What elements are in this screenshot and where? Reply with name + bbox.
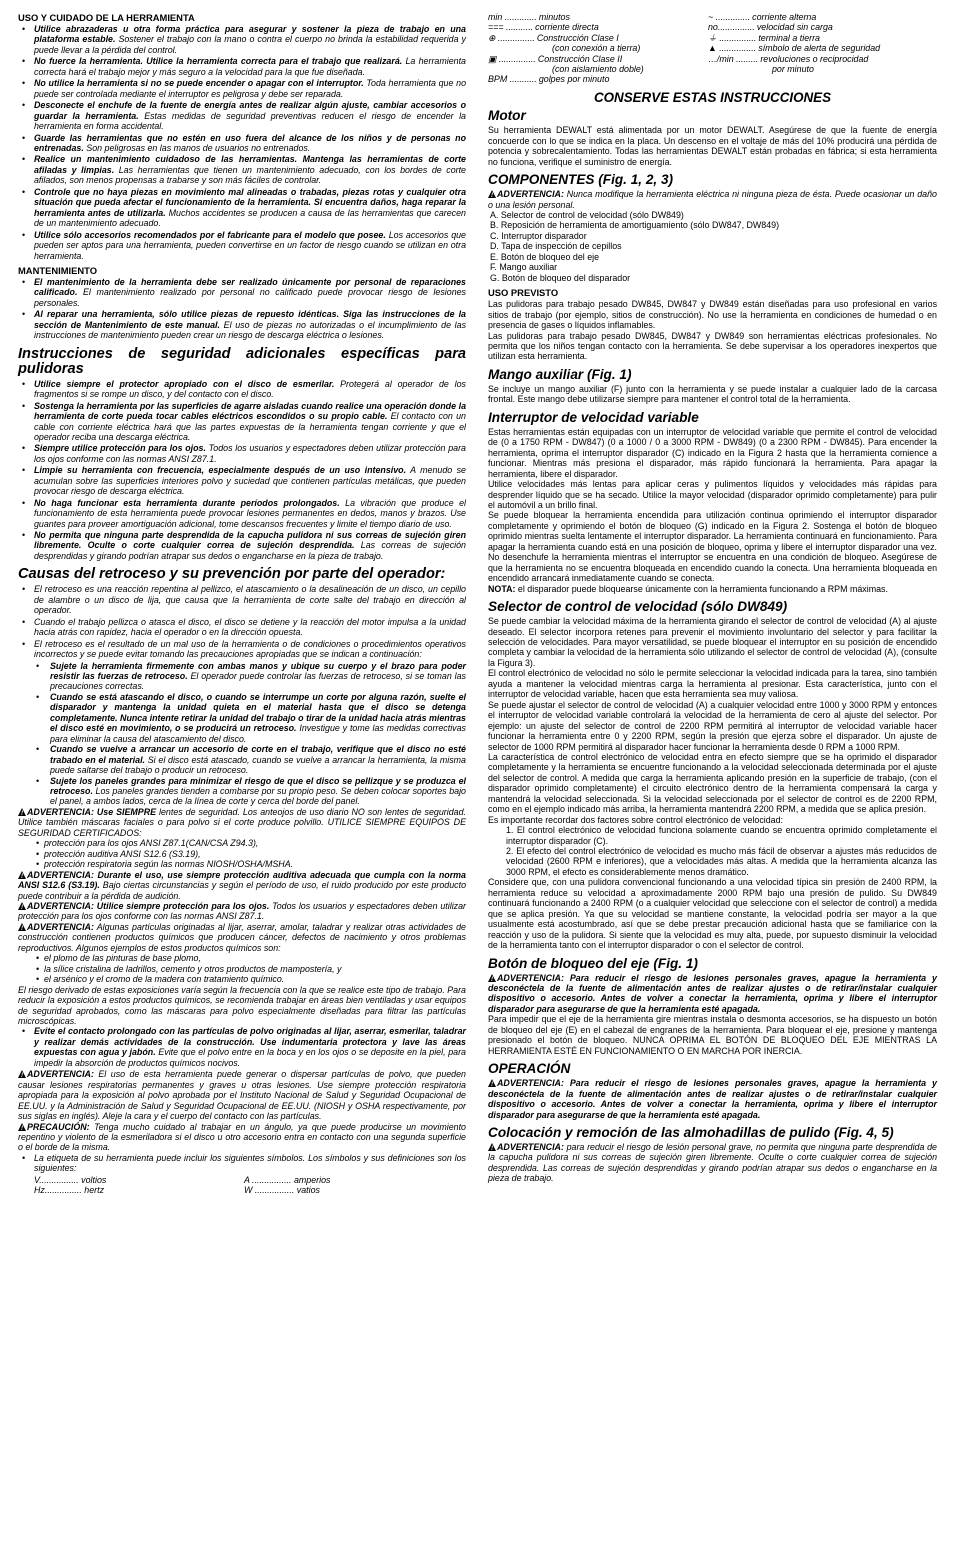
causas-item: • Cuando el trabajo pellizca o atasca el disco, el disco se detiene y la reacción del motor impulsa a la unidad hacia atrás con rapidez, hacia el operador o en la dirección opuesta. [18, 617, 466, 638]
mango-paragraph: Se incluye un mango auxiliar (F) junto con la herramienta y se puede instalar a cualquier lado de la carcasa frontal. Este mango debe utilizarse siempre para mantener el control total de la herramienta. [488, 383, 937, 405]
warning-colocacion: !ADVERTENCIA: para reducir el riesgo de lesión personal grave, no permita que ninguna parte desprendida de la capucha pulidora ni sus correas de sujeción giren libremente. Oculte o corte cualquier correa de sujeción desprendida. Las correas de sujeción desprendidas y girando podrían atrapar sus dedos o engancharse en la pieza de trabajo. [488, 1142, 937, 1184]
componente-item: A. Selector de control de velocidad (sólo DW849) [490, 210, 684, 221]
instr-item-bold: Limpie su herramienta con frecuencia, especialmente después de un uso intensivo. [34, 465, 407, 476]
symbol-key: W ................ [244, 1185, 295, 1196]
causas-sub-list [18, 661, 466, 807]
symbol-value: velocidad sin carga [756, 22, 833, 33]
sel-p2: El control electrónico de velocidad no sólo le permite seleccionar la velocidad indicada para la tarea, sino también ayuda a mantener la velocidad mientras carga la herramienta al presionar. Esta característica, junto con el interruptor de velocidad variable, hacen que esta herramienta sea muy valiosa. [488, 668, 937, 700]
symbol-key: A ................ [244, 1174, 292, 1185]
instr-item [18, 401, 466, 443]
heading-colocacion: Colocación y remoción de las almohadillas de pulido (Fig. 4, 5) [488, 1125, 894, 1140]
uso-item-text: Toda herramienta que no puede ser controlada mediante el interruptor es peligrosa y debe ser reparada. [34, 78, 466, 99]
causas-sub-item [18, 661, 466, 692]
caution-angulo: !PRECAUCIÓN: Tenga mucho cuidado al trabajar en un ángulo, ya que puede producirse un movimiento repentino y violento de la esmeriladora si el disco u otro accesorio entra en contacto con una segunda superficie o el borde de la misma. [18, 1122, 466, 1153]
symbol-key: ▣ ............... [488, 53, 536, 64]
symbol-value: minutos [538, 12, 570, 22]
causas-item: • El retroceso es una reacción repentina al pellizco, el atascamiento o la desalineación de un disco, un cepillo de alambre o un disco de lija, que causa que la herramienta de corte salte del trabajo en dirección al operador. [18, 584, 466, 615]
instr-item [18, 498, 466, 529]
sel-p5: Es importante recordar dos factores sobre control electrónico de velocidad: [488, 814, 783, 825]
causas-sub-item-bold: Cuando se vuelve a arrancar un accesorio de corte en el trabajo, verifique que el disco no esté trabado en el material. [50, 744, 466, 765]
heading-operacion: OPERACIÓN [488, 1061, 571, 1077]
uso-item-text: Los accesorios que pueden ser aptos para una herramienta, pueden convertirse en un factor de riesgo cuando se utilizan en otra herramienta. [34, 229, 466, 261]
warning-triangle-icon [18, 923, 26, 931]
componente-item: D. Tapa de inspección de cepillos [490, 241, 622, 252]
symbol-value: corriente directa [535, 22, 599, 33]
symbol-key: ⊕ ............... [488, 32, 535, 43]
warning-operacion: !ADVERTENCIA: Para reducir el riesgo de lesiones personales graves, apague la herramienta y desconéctela de la fuente de alimentación antes de realizar ajustes o de retirar/instalar cualquier dispositivo o accesorio. Antes de volver a conectar la herramienta, oprima y libere el interruptor disparador para asegurarse de que la herramienta esté apagada. [488, 1078, 937, 1120]
componente-item: B. Reposición de herramienta de amortiguamiento (sólo DW847, DW849) [490, 220, 780, 231]
mant-item-text: El uso de piezas no autorizadas o el incumplimiento de las instrucciones de mantenimiento pueden crear un riesgo de descarga eléctrica o lesiones. [34, 319, 467, 341]
symbol-key: ⏚ ............... [708, 32, 757, 43]
symbol-value: amperios [291, 1174, 331, 1185]
symbol-row [488, 64, 708, 74]
causas-sub-item-text: Investigue y tome las medidas correctivas para eliminar la causa del atascamiento del disco. [50, 723, 466, 744]
uso-item-bold: Desconecte el enchufe de la fuente de energía antes de realizar algún ajuste, cambiar accesorios o guardar la herramienta. [34, 100, 466, 121]
heading-mantenimiento: MANTENIMIENTO [18, 264, 97, 276]
instr-item-text: El contacto con un cable con corriente eléctrica hará que las partes expuestas de la herramienta tengan corriente y que el operador reciba una descarga eléctrica. [34, 411, 466, 442]
causas-sub-item-text: Si el disco está atascado, cuando se vuelve a arrancar la herramienta, la misma puede saltarse del trabajo o producir un retroceso. [50, 754, 466, 776]
symbol-value: terminal a tierra [758, 32, 820, 43]
instr-item-text: La vibración que produce el funcionamiento de esta herramienta puede provocar lesiones permanentes en dedos, manos y brazos. Use guantes para proveer amortiguación adicional, tome descansos frecuentes y limite el tiempo diario de uso. [34, 497, 466, 529]
uso-item-text: Estas medidas de seguridad preventivas reducen el riesgo de encender la herramienta en forma accidental. [34, 110, 466, 132]
symbol-row [488, 12, 708, 22]
uso-item-bold: Guarde las herramientas que no estén en uso fuera del alcance de los niños y de personas no entrenadas. [34, 132, 466, 153]
uso-item [18, 56, 466, 77]
warning-triangle-icon [488, 1143, 496, 1151]
uso-p2: Las pulidoras para trabajo pesado DW845, DW847 y DW849 son herramientas eléctricas profesionales. No permita que los niños tengan contacto con la herramienta. Se debe supervisar a los operadores inexpertos que utilizan esta herramienta. [488, 330, 937, 362]
symbol-row [708, 33, 937, 43]
heading-uso-cuidado: USO Y CUIDADO DE LA HERRAMIENTA [18, 12, 195, 23]
componente-item: E. Botón de bloqueo del eje [490, 251, 600, 262]
symbol-key: V................ [34, 1174, 79, 1185]
sel-p3: Se puede ajustar el selector de control de velocidad (A) a cualquier velocidad entre 1000 y 3000 RPM y entonces el interruptor de velocidad variable controlará la velocidad de la herramienta de cero al ajuste del selector. Por ejemplo: un ajuste del selector de control de 2200 RPM permitirá al interruptor de velocidad variable hacer funcionar la herramienta entre 0 y 2200 RPM, según la presión que ejerza sobre el disparador. Un ajuste de selector de 1000 RPM permitirá al disparador hacer funcionar la herramienta desde 0 RPM a 1000 RPM. [488, 699, 937, 752]
uso-item [18, 154, 466, 185]
uso-item [18, 187, 466, 229]
instr-item-text: A menudo se acumulan sobre las superficies interiores polvo y suciedad que contienen partículas metálicas, que pueden provocar riesgo de descarga eléctrica. [34, 465, 466, 497]
symbol-value: hertz [81, 1185, 105, 1196]
mant-item-bold: El mantenimiento de la herramienta debe ser realizado únicamente por personal de reparaciones calificado. [34, 276, 466, 298]
heading-interruptor: Interruptor de velocidad variable [488, 409, 699, 425]
heading-motor: Motor [488, 108, 526, 124]
uso-item-text: La herramienta correcta hará el trabajo mejor y más seguro a la velocidad para la que fue diseñada. [34, 56, 466, 77]
instr-item-text: Todos los usuarios y espectadores deben utilizar protección para los ojos conforme con las normas ANSI Z87.1. [34, 443, 466, 464]
caution-triangle-icon [18, 1123, 26, 1131]
symbols-bottom [18, 1175, 466, 1196]
instrucciones-list [18, 379, 466, 562]
instr-item-bold: Siempre utilice protección para los ojos. [34, 443, 206, 454]
heading-causas-retroceso: Causas del retroceso y su prevención por parte del operador: [18, 566, 446, 583]
componente-item: G. Botón de bloqueo del disparador [490, 272, 631, 283]
warning-polvo: !ADVERTENCIA: El uso de esta herramienta puede generar o dispersar partículas de polvo, que pueden causar lesiones respiratorias permanentes y graves u otras lesiones. Use siempre protección respiratoria apropiada para la exposición al polvo aprobada por el Instituto Nacional de Salud y Seguridad Ocupacional de EE.UU. y la Administración de Salud y Seguridad Ocupacional de EE.UU. (NIOSH y OSHA respectivamente, por sus siglas en inglés). Aleje la cara y el cuerpo del contacto con las partículas. [18, 1069, 466, 1121]
boton-paragraph: Para impedir que el eje de la herramienta gire mientras instala o desmonta accesorios, se ha dispuesto un botón de bloqueo del eje (E) en el cabezal de engranes de la herramienta. Para bloquear el eje, presione y mantenga presionado el botón de bloqueo. NUNCA OPRIMA EL BOTÓN DE BLOQUEO DEL EJE MIENTRAS LA HERRAMIENTA ESTÉ EN FUNCIONAMIENTO O EN MARCHA POR INERCIA. [488, 1014, 937, 1056]
symbol-value: corriente alterna [752, 12, 817, 22]
proteccion-item: • protección para los ojos ANSI Z87.1(CAN/CSA Z94.3), [18, 838, 466, 848]
heading-instrucciones-pulidoras: Instrucciones de seguridad adicionales específicas para pulidoras [18, 345, 466, 377]
symbols-table [488, 12, 937, 85]
symbol-entry [244, 1185, 444, 1195]
symbol-key: Hz............... [34, 1185, 82, 1196]
warning-quimicos: !ADVERTENCIA: Algunas partículas originadas al lijar, aserrar, amolar, taladrar y realizar otras actividades de construcción contienen productos químicos que producen cáncer, defectos de nacimiento y otros problemas reproductivos. Algunos ejemplos de estos productos químicos son: [18, 922, 466, 953]
symbol-row [488, 54, 708, 64]
symbol-value: por minuto [772, 64, 814, 75]
uso-item-bold: Utilice abrazaderas u otra forma práctica para asegurar y sostener la pieza de trabajo en una plataforma estable. [34, 24, 466, 45]
causas-sub-item [18, 692, 466, 744]
symbol-entry [244, 1175, 444, 1185]
symbol-row [708, 54, 937, 64]
uso-item [18, 100, 466, 131]
quimico-item: • el plomo de las pinturas de base plomo, [18, 953, 466, 963]
inter-nota: NOTA: el disparador puede bloquearse únicamente con la herramienta funcionando a RPM máximas. [488, 583, 888, 594]
mant-item [18, 277, 466, 308]
instr-item-text: Las correas de sujeción desprendidas y girando podrían atrapar sus dedos o engancharse en la pieza de trabajo. [34, 540, 466, 561]
quimicos-list [18, 953, 466, 984]
componente-item: C. Interruptor disparador [490, 230, 587, 241]
sel-p4: La característica de control electrónico de velocidad entra en efecto siempre que se ha oprimido el disparador completamente y la herramienta se encuentre funcionando a la velocidad seleccionada determinada por el ajuste del selector de control. A medida que carga la herramienta aplicando presión en la superficie de trabajo, (con el disparador oprimido completamente) el circuito electrónico dentro de la herramienta compensará la carga y mantendrá la velocidad seleccionada. Si la velocidad seleccionada por el selector de control es de 2200 RPM, como en el ejemplo indicado más arriba, la herramienta mantendrá 2200 RPM, a medida que se aplica presión. [488, 751, 937, 815]
heading-componentes: COMPONENTES (Fig. 1, 2, 3) [488, 172, 674, 188]
motor-paragraph: Su herramienta DEWALT está alimentada por un motor DEWALT. Asegúrese de que la fuente de energía concuerde con lo que se indica en la placa. Un descenso en el voltaje de más del 10% producirá una pérdida de potencia y sobrecalentamiento. Todas las herramientas DEWALT están probadas en fábrica; si esta herramienta no funciona, verifique el suministro de energía. [488, 125, 937, 167]
symbol-entry [34, 1185, 244, 1195]
heading-selector: Selector de control de velocidad (sólo DW849) [488, 599, 788, 615]
symbol-value: golpes por minuto [538, 74, 610, 85]
causas-sub-item [18, 776, 466, 807]
symbol-key: BPM ........... [488, 74, 537, 85]
uso-item-text: Son peligrosas en las manos de usuarios no entrenados. [83, 142, 311, 153]
etiqueta-list [18, 1153, 466, 1174]
uso-item-text: Las herramientas que tienen un mantenimiento adecuado, con los bordes de corte afilados, son menos propensas a trabarse y son más fáciles de controlar. [34, 164, 466, 186]
symbol-value [708, 74, 772, 84]
instr-item [18, 530, 466, 561]
warning-triangle-icon [18, 902, 26, 910]
symbol-row [708, 74, 937, 84]
selector-factors-list [488, 825, 937, 877]
symbol-key: no............... [708, 22, 755, 33]
symbol-value: voltios [78, 1174, 107, 1185]
componente-item: F. Mango auxiliar [490, 262, 558, 273]
symbol-value: revoluciones o reciprocidad [760, 53, 869, 64]
symbol-row [488, 74, 708, 84]
symbol-row [488, 22, 708, 32]
mantenimiento-list [18, 277, 466, 341]
uso-item-bold: No utilice la herramienta si no se puede encender o apagar con el interruptor. [34, 78, 364, 89]
selector-factor-item: 1. El control electrónico de velocidad funciona solamente cuando se encuentra oprimido completamente el interruptor disparador (C). [506, 825, 937, 846]
causas-item: • El retroceso es el resultado de un mal uso de la herramienta o de condiciones o procedimientos operativos incorrectos y se puede evitar tomando las precauciones apropiadas que se indican a continuación: [18, 639, 466, 660]
etiqueta-item: • La etiqueta de su herramienta puede incluir los siguientes símbolos. Los símbolos y sus definiciones son los siguientes: [18, 1153, 466, 1174]
uso-item-text: Sostener el trabajo con la mano o contra el cuerpo no brinda la estabilidad requerida y puede llevar a la pérdida del control. [34, 34, 466, 55]
heading-mango-auxiliar: Mango auxiliar (Fig. 1) [488, 366, 632, 382]
symbol-value: (con conexión a tierra) [552, 43, 641, 54]
symbol-key: === ........... [488, 22, 534, 33]
componentes-list [488, 210, 937, 283]
symbol-key: min ............. [488, 12, 537, 22]
warning-ojos: !ADVERTENCIA: Utilice siempre protección para los ojos. Todos los usuarios y espectadores deben utilizar protección para los ojos conforme con las normas ANSI Z87.1. [18, 901, 466, 922]
symbol-value: Construcción Clase II [537, 53, 623, 64]
uso-item [18, 24, 466, 55]
causas-sub-item-bold: Sujete los paneles grandes para minimizar el riesgo de que el disco se pellizque y se produzca el retroceso. [50, 775, 466, 796]
warning-triangle-icon [488, 190, 496, 198]
warning-triangle-icon [488, 1079, 496, 1087]
symbol-value: vatios [294, 1185, 320, 1196]
quimico-item: • la sílice cristalina de ladrillos, cemento y otros productos de mampostería, y [18, 964, 466, 974]
sel-p6: Considere que, con una pulidora convencional funcionando a una velocidad típica sin presión de 2400 RPM, la herramienta reduce su velocidad a aproximadamente 2000 RPM bajo una presión de pulido. Su DW849 continuará funcionando a 2400 RPM (o a cualquier velocidad que seleccione con el selector de control) a medida que se aplica presión. Ya que su velocidad se mantiene constante, la velocidad podría ser mayor a la que usualmente está acostumbrado, así que se debe prestar precaución adicional hasta que se familiarice con la reacción y uso de la pulidora. Si siente que la velocidad es muy alta, puede, por supuesto disminuir la velocidad de la herramienta tanto con el interruptor disparador o con el selector de control. [488, 877, 937, 951]
warning-triangle-icon [18, 1070, 26, 1078]
symbol-row [708, 64, 937, 74]
uso-item-bold: No fuerce la herramienta. Utilice la herramienta correcta para el trabajo que realizará. [34, 56, 403, 67]
uso-item-bold: Utilice sólo accesorios recomendados por el fabricante para el modelo que posee. [34, 229, 386, 240]
symbol-entry [34, 1175, 244, 1185]
instr-item-bold: Utilice siempre el protector apropiado con el disco de esmerilar. [34, 378, 335, 389]
symbol-row [708, 22, 937, 32]
mant-item-text: El mantenimiento realizado por personal no calificado puede provocar riesgo de lesiones personales. [34, 287, 466, 308]
heading-boton-bloqueo: Botón de bloqueo del eje (Fig. 1) [488, 955, 698, 971]
uso-item-text: Muchos accidentes se producen a causa de las herramientas que carecen de un mantenimiento adecuado. [34, 207, 466, 229]
symbol-value: símbolo de alerta de seguridad [758, 43, 881, 54]
riesgo-paragraph: El riesgo derivado de estas exposiciones varía según la frecuencia con la que se realice este tipo de trabajo. Para reducir la exposición a estos productos químicos, se recomienda trabajar en áreas bien ventiladas y usar equipos de seguridad aprobados, como las máscaras para polvo especialmente diseñadas para filtrar las partículas microscópicas. [18, 984, 466, 1026]
right-column [488, 12, 937, 1184]
heading-conserve: CONSERVE ESTAS INSTRUCCIONES [593, 89, 832, 105]
instr-item [18, 443, 466, 464]
inter-p3: Se puede bloquear la herramienta encendida para utilización continua oprimiendo el interruptor disparador completamente y oprimiendo el botón de bloqueo (G) indicado en la Figura 2. Sostenga el botón de bloqueo oprimido mientras suelta lentamente el interruptor disparador. La herramienta continuará en funcionamiento. Para apagar la herramienta cuando está en una posición de bloqueo, oprima y libere el interruptor disparador una vez. No desenchufe la herramienta mientras el interruptor se encuentra en una condición de bloqueo. Asegúrese de que la herramienta no se encuentra bloqueada en encendido cuando la conecta. Una herramienta bloqueada en encendido arrancará inmediatamente cuando se conecta. [488, 510, 937, 584]
causas-sub-item [18, 744, 466, 775]
causas-sub-item-bold: Cuando se está atascando el disco, o cuando se interrumpe un corte por alguna razón, suelte el disparador y mantenga la unidad quieta en el material hasta que el disco se detenga completamente. Nunca intente retirar la unidad del trabajo o tirar de la unidad hacia atrás mientras el disco esté en movimiento, o se producirá un retroceso. [50, 691, 466, 734]
symbol-row [488, 43, 708, 53]
instr-item [18, 465, 466, 496]
causas-sub-item-text: Los paneles grandes tienden a combarse por su propio peso. Se deben colocar soportes bajo el panel, a ambos lados, cerca de la línea de corte y cerca del borde del panel. [50, 786, 466, 807]
sel-p1: Se puede cambiar la velocidad máxima de la herramienta girando el selector de control de velocidad (A) al ajuste deseado. El selector incorpora retenes para prevenir el movimiento involuntario del selector y para facilitar la selección de velocidades. Para mayor versatilidad, se puede bloquear el interruptor en su posición de encendido completa y cambiar la velocidad de la herramienta sólo utilizando el selector de control de velocidad (A), (consulte la Figura 3). [488, 616, 937, 668]
uso-list [18, 24, 466, 261]
warning-boton: !ADVERTENCIA: Para reducir el riesgo de lesiones personales graves, apague la herramienta y desconéctela de la fuente de alimentación antes de realizar ajustes o de retirar/instalar cualquier dispositivo o accesorio. Antes de volver a conectar la herramienta, oprima y libere el interruptor disparador para asegurarse de que la herramienta esté apagada. [488, 973, 937, 1015]
uso-item-bold: Controle que no haya piezas en movimiento mal alineadas o trabadas, piezas rotas y cualquier otra situación que pueda afectar el funcionamiento de la herramienta. Si encuentra daños, haga reparar la herramienta antes de utilizarla. [34, 186, 466, 218]
symbol-value: Construcción Clase I [536, 32, 619, 43]
instr-item-text: Protegerá al operador de los fragmentos si se rompe un disco, y del contacto con el disco. [34, 378, 466, 400]
uso-item-bold: Realice un mantenimiento cuidadoso de las herramientas. Mantenga las herramientas de corte afiladas y limpias. [34, 154, 466, 175]
warning-componentes: !ADVERTENCIA: Nunca modifique la herramienta eléctrica ni ninguna pieza de ésta. Puede ocasionar un daño o una lesión personal. [488, 189, 937, 210]
causas-sub-item-text: El operador puede controlar las fuerzas de retroceso, si se toman las precauciones correctas. [50, 671, 466, 692]
uso-p1: Las pulidoras para trabajo pesado DW845, DW847 y DW849 están diseñadas para uso profesional en varios sitios de trabajo (por ejemplo, sitios de construcción). No use la herramienta en condiciones de humedad o en presencia de gases o líquidos inflamables. [488, 299, 937, 331]
proteccion-list [18, 838, 466, 869]
symbol-key: ~ .............. [708, 12, 751, 22]
uso-item [18, 230, 466, 261]
inter-p2: Utilice velocidades más lentas para aplicar ceras y pulimentos líquidos y velocidades más rápidas para desprender líquido que se ha secado. Utilice la mayor velocidad (disparador oprimido completamente) para pulir el automóvil a un brillo final. [488, 479, 937, 510]
mant-item-bold: Al reparar una herramienta, sólo utilice piezas de repuesto idénticas. Siga las instrucciones de la sección de Mantenimiento de este manual. [34, 309, 466, 330]
instr-item-bold: No permita que ninguna parte desprendida de la capucha pulidora ni sus correas de sujeción giren libremente. Oculte o corte cualquier correa de sujeción desprendida. [34, 530, 466, 551]
heading-uso-previsto: USO PREVISTO [488, 287, 559, 299]
causas-list [18, 584, 466, 659]
left-column [18, 12, 466, 1196]
warning-triangle-icon [18, 808, 26, 816]
proteccion-item: • protección auditiva ANSI S12.6 (S3.19), [18, 849, 466, 859]
warning-lentes: !ADVERTENCIA: Use SIEMPRE lentes de seguridad. Los anteojos de uso diario NO son lentes de seguridad. Utilice también máscaras faciales o para polvo si el corte produce polvillo. UTILICE SIEMPRE EQUIPOS DE SEGURIDAD CERTIFICADOS: [18, 807, 466, 838]
selector-factor-item: 2. El efecto del control electrónico de velocidad es mucho más fácil de observar a ajustes más reducidos de velocidad (2600 RPM e inferiores), que a velocidades más altas. A medida que la herramienta alcanza las 3000 RPM, el efecto es considerablemente menos dramático. [506, 846, 937, 877]
inter-p1: Estas herramientas están equipadas con un interruptor de velocidad variable que permite el control de velocidad de (0 a 1750 RPM - DW847) (0 a 1000 / 0 a 3000 RPM - DW849) (0 a 2300 RPM - DW845). Para encender la herramienta, oprima el interruptor disparador (C) indicado en la Figura 2 hasta que la herramienta comience a funcionar. Mientras más presiona el disparador, más rápido funcionará la herramienta. Para apagar la herramienta, libere el disparador. [488, 426, 937, 479]
instr-item-bold: Sostenga la herramienta por las superficies de agarre aisladas cuando realice una operación donde la herramienta de corte pueda tocar cables eléctricos escondidos o su propio cable. [34, 400, 466, 422]
uso-item [18, 78, 466, 99]
symbol-value: (con aislamiento doble) [552, 64, 644, 75]
uso-item [18, 133, 466, 154]
warning-auditiva: !ADVERTENCIA: Durante el uso, use siempre protección auditiva adecuada que cumpla con la norma ANSI S12.6 (S3.19). Bajo ciertas circunstancias y según el período de uso, el ruido producido por este producto puede contribuir a la pérdida de audición. [18, 870, 466, 901]
warning-triangle-icon [488, 974, 496, 982]
instr-item [18, 379, 466, 400]
quimico-item: • el arsénico y el cromo de la madera con tratamiento químico. [18, 974, 466, 984]
symbol-key: ▲ ............... [708, 43, 757, 54]
symbol-row [488, 33, 708, 43]
evite-item: • Evite el contacto prolongado con las partículas de polvo originadas al lijar, aserrar, esmerilar, taladrar y realizar demás actividades de la construcción. Use indumentaria protectora y lave las áreas expuestas con agua y jabón. Evite que el polvo entre en la boca y en los ojos o se deposite en la piel, para impedir la absorción de productos químicos nocivos. [18, 1026, 466, 1068]
proteccion-item: • protección respiratoria según las normas NIOSH/OSHA/MSHA. [18, 859, 466, 869]
mant-item [18, 309, 466, 340]
warning-triangle-icon [18, 871, 26, 879]
evite-list [18, 1026, 466, 1068]
symbol-row [708, 12, 937, 22]
instr-item-bold: No haga funcionar esta herramienta durante períodos prolongados. [34, 497, 340, 508]
symbol-key: …/min ......... [708, 53, 759, 64]
symbol-row [708, 43, 937, 53]
causas-sub-item-bold: Sujete la herramienta firmemente con ambas manos y ubique su cuerpo y el brazo para poder resistir las fuerzas de retroceso. [50, 660, 466, 682]
